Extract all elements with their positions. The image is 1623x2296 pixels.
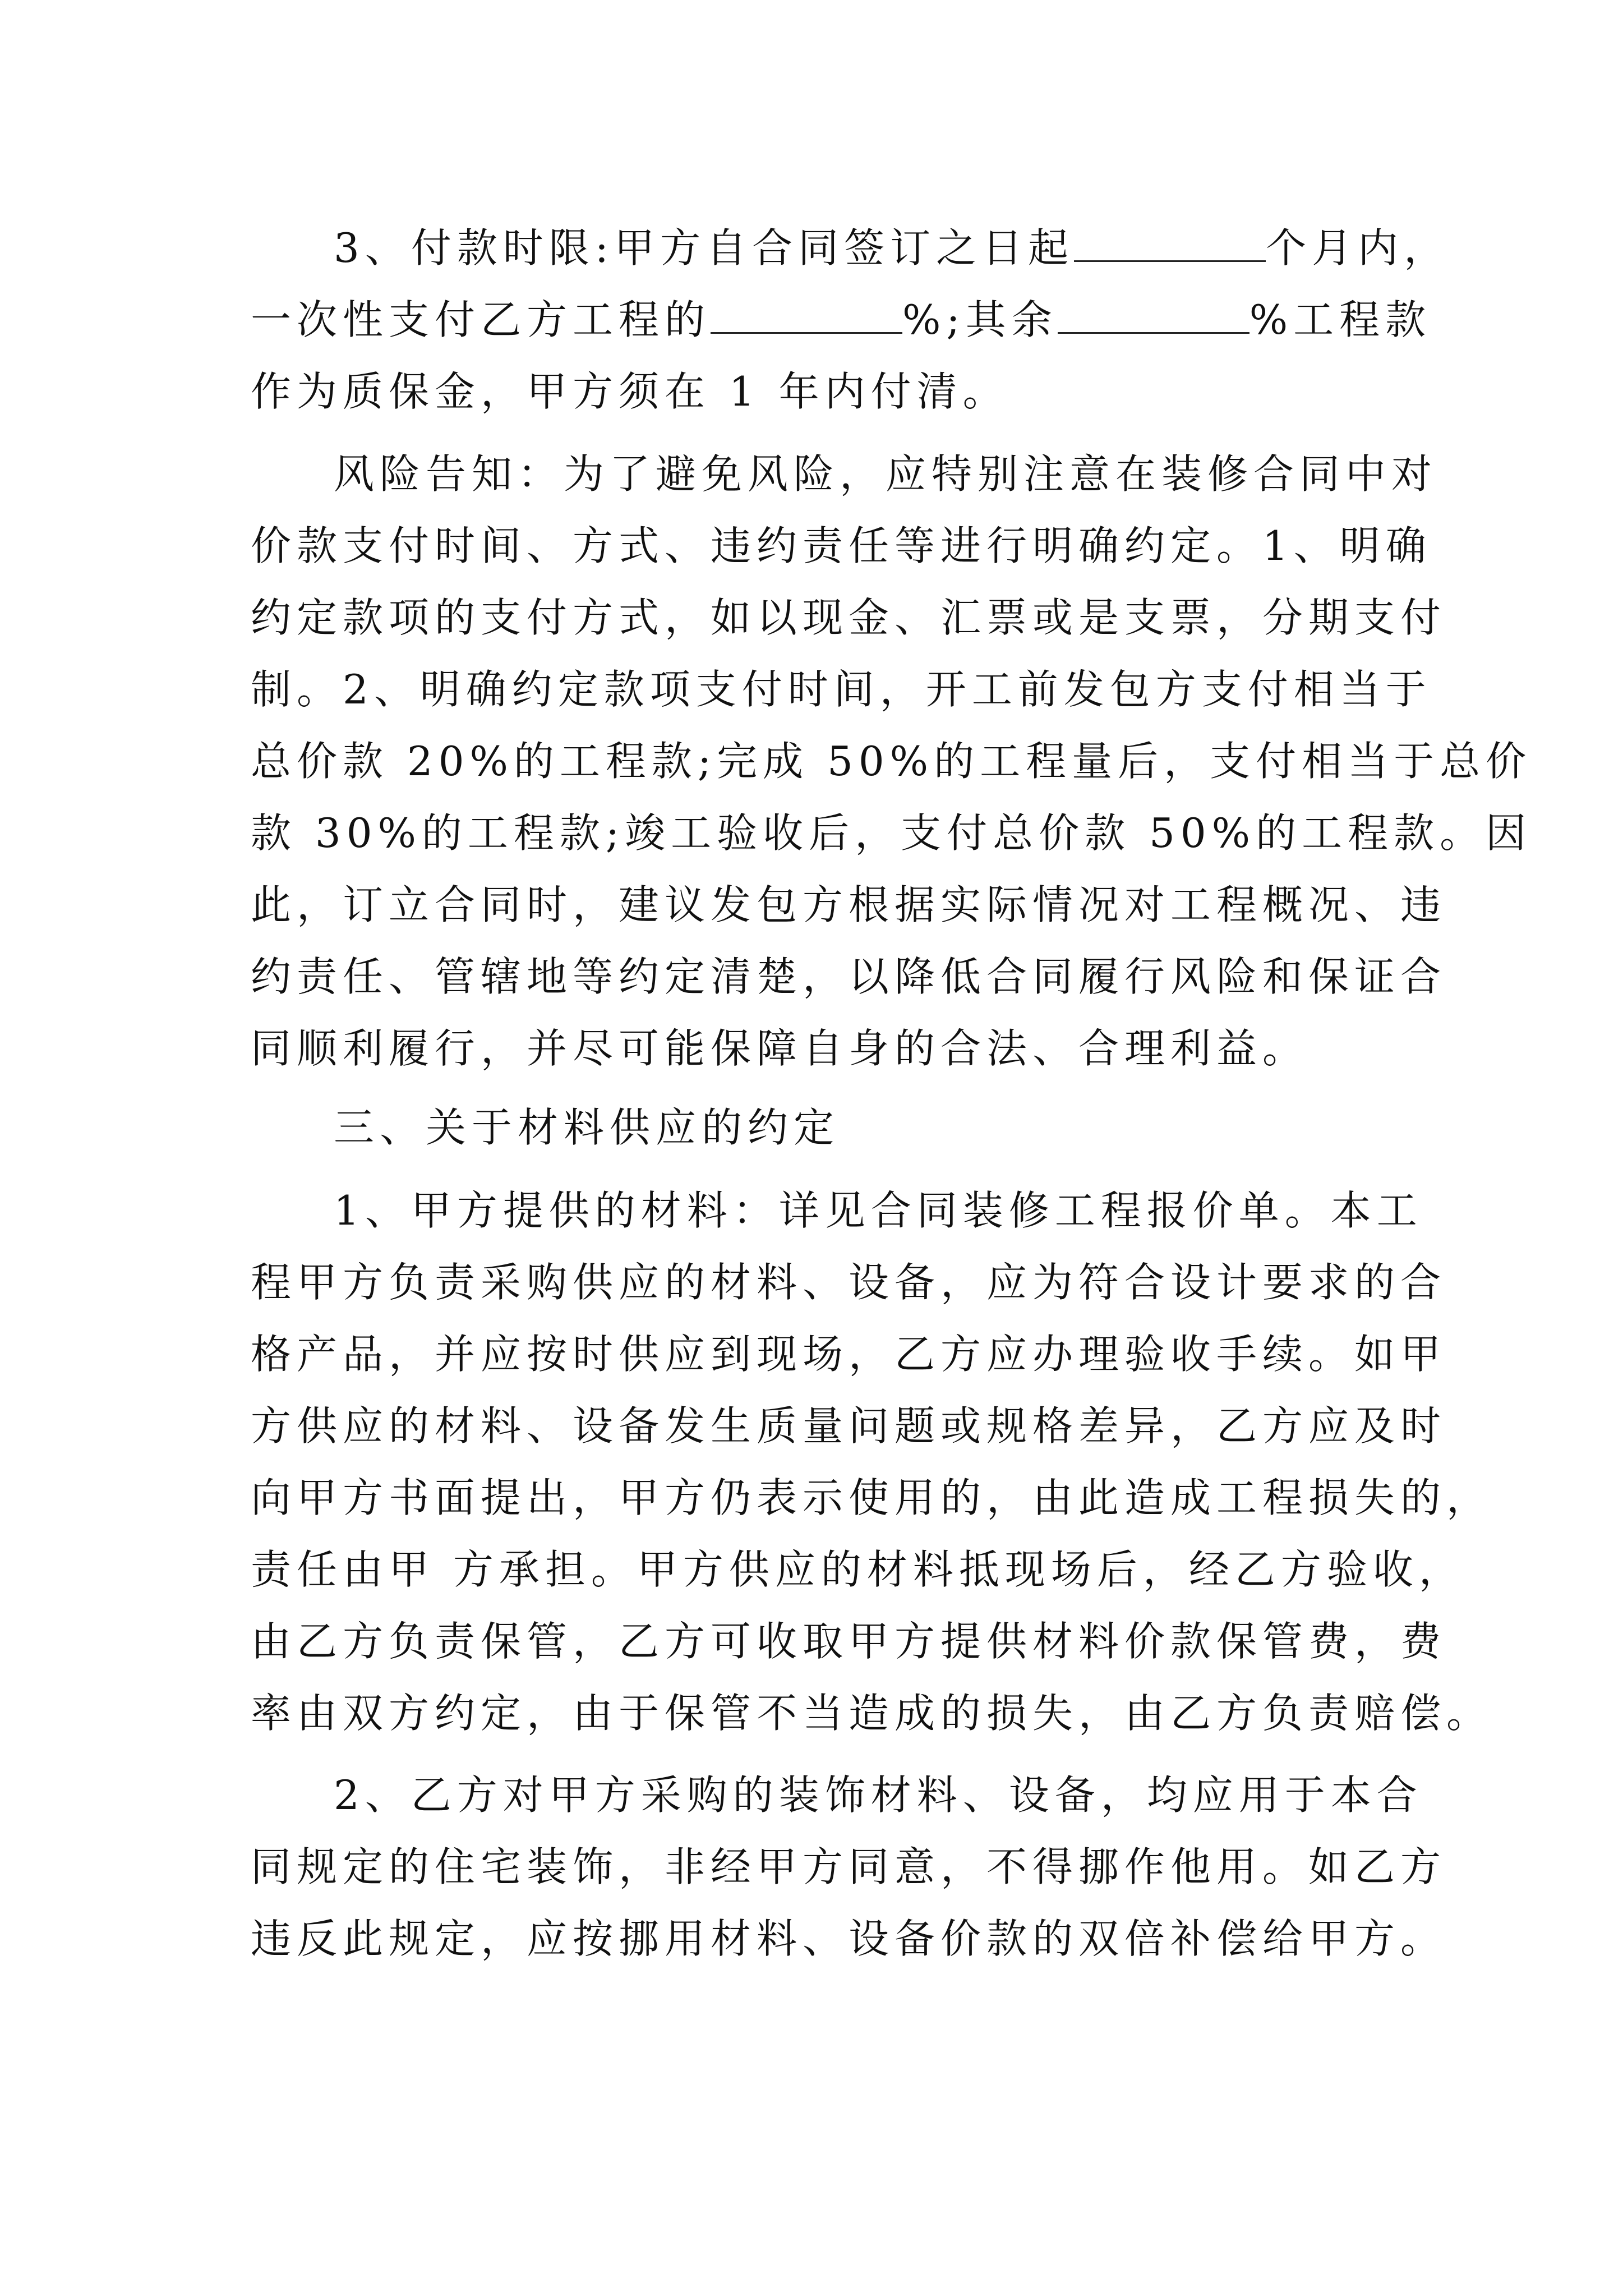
payment-term-line-2: [251, 292, 1432, 348]
risk-notice-line-1: 风险告知：为了避免风险，应特别注意在装修合同中对: [334, 450, 1438, 498]
section-heading-material-supply: 三、关于材料供应的约定: [334, 1104, 840, 1151]
materials-line-2: 程甲方负责采购供应的材料、设备，应为符合设计要求的合: [251, 1259, 1447, 1306]
materials-line-3: 格产品，并应按时供应到现场，乙方应办理验收手续。如甲: [251, 1331, 1447, 1378]
risk-notice-line-4: 制。2、明确约定款项支付时间，开工前发包方支付相当于: [251, 666, 1432, 713]
blank-months-field: [1074, 227, 1266, 262]
text-segment: 3、付款时限:甲方自合同签订之日起: [334, 224, 1075, 272]
materials-use-line-2: 同规定的住宅装饰，非经甲方同意，不得挪作他用。如乙方: [251, 1843, 1447, 1890]
materials-line-6: 责任由甲 方承担。甲方供应的材料抵现场后，经乙方验收，: [251, 1546, 1465, 1593]
blank-remaining-percent-field: [1058, 298, 1249, 334]
risk-notice-line-5: 总价款 20%的工程款;完成 50%的工程量后，支付相当于总价: [251, 738, 1532, 785]
risk-notice-line-6: 款 30%的工程款;竣工验收后，支付总价款 50%的工程款。因: [251, 809, 1532, 857]
materials-line-1: 1、甲方提供的材料：详见合同装修工程报价单。本工: [334, 1187, 1423, 1234]
text-segment: 一次性支付乙方工程的: [251, 296, 711, 343]
materials-line-7: 由乙方负责保管，乙方可收取甲方提供材料价款保管费，费: [251, 1618, 1447, 1665]
risk-notice-line-9: 同顺利履行，并尽可能保障自身的合法、合理利益。: [251, 1025, 1309, 1072]
materials-line-4: 方供应的材料、设备发生质量问题或规格差异，乙方应及时: [251, 1402, 1447, 1450]
risk-notice-line-7: 此，订立合同时，建议发包方根据实际情况对工程概况、违: [251, 881, 1447, 928]
risk-notice-line-2: 价款支付时间、方式、违约责任等进行明确约定。1、明确: [251, 522, 1432, 569]
text-segment: %工程款: [1249, 296, 1432, 343]
risk-notice-line-8: 约责任、管辖地等约定清楚，以降低合同履行风险和保证合: [251, 953, 1447, 1000]
payment-term-line-3: 作为质保金，甲方须在 1 年内付清。: [251, 368, 1009, 415]
materials-use-line-1: 2、乙方对甲方采购的装饰材料、设备，均应用于本合: [334, 1772, 1423, 1819]
text-segment: 个月内，: [1266, 224, 1450, 272]
blank-percent-field: [711, 298, 902, 334]
materials-use-line-3: 违反此规定，应按挪用材料、设备价款的双倍补偿给甲方。: [251, 1915, 1447, 1962]
payment-term-line-1: [334, 220, 1461, 276]
text-segment: %;其余: [902, 296, 1058, 343]
risk-notice-line-3: 约定款项的支付方式，如以现金、汇票或是支票，分期支付: [251, 594, 1447, 641]
materials-line-5: 向甲方书面提出，甲方仍表示使用的，由此造成工程损失的，: [251, 1474, 1493, 1521]
materials-line-8: 率由双方约定，由于保管不当造成的损失，由乙方负责赔偿。: [251, 1690, 1493, 1737]
